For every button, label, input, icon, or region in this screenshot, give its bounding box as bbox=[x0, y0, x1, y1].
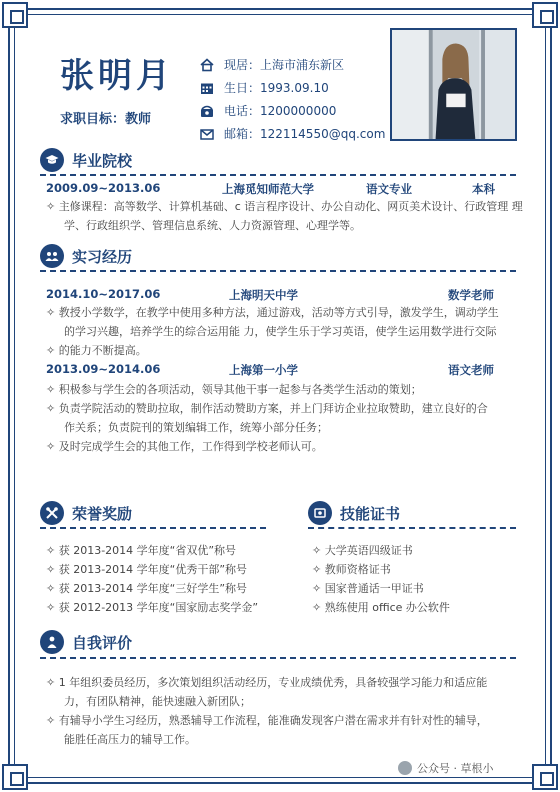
list-item: ✧ 获 2013-2014 学年度“省双优”称号 bbox=[46, 544, 237, 557]
section-divider bbox=[308, 527, 516, 529]
education-major: 语文专业 bbox=[366, 182, 412, 196]
phone-icon bbox=[200, 104, 214, 118]
home-icon bbox=[200, 58, 214, 72]
job1-period: 2014.10~2017.06 bbox=[46, 287, 161, 301]
group-icon bbox=[40, 244, 64, 268]
job2-period: 2013.09~2014.06 bbox=[46, 362, 161, 376]
job2-org: 上海第一小学 bbox=[229, 363, 298, 377]
job1-description: ✧ 教授小学数学，在教学中使用多种方法，通过游戏，活动等方式引导，激发学生，调动学生 的学习兴趣，培养学生的综合运用能 力，使学生乐于学习英语，使学生运用数学进行交际 ✧ 的能力不断提高。 bbox=[46, 306, 499, 357]
job-objective: 求职目标：教师 bbox=[60, 112, 152, 127]
job2-role: 语文老师 bbox=[448, 363, 494, 377]
job1-org: 上海明天中学 bbox=[229, 288, 298, 302]
mail-icon bbox=[200, 127, 214, 141]
contact-email: 邮箱：122114550@qq.com bbox=[200, 122, 385, 145]
education-degree: 本科 bbox=[472, 182, 495, 196]
section-honors-header: 荣誉奖励 bbox=[40, 501, 132, 525]
list-item: ✧ 获 2013-2014 学年度“三好学生”称号 bbox=[46, 582, 248, 595]
wechat-icon bbox=[398, 761, 412, 775]
section-skills-header: 技能证书 bbox=[308, 501, 400, 525]
certificate-icon bbox=[308, 501, 332, 525]
job2-description: ✧ 积极参与学生会的各项活动，领导其他干事一起参与各类学生活动的策划； ✧ 负责学院活动的赞助拉取，制作活动赞助方案，并上门拜访企业拉取赞助，建立良好的合 作关系；负责院刊的策划编辑工作，统筹小部分任务； ✧ 及时完成学生会的其他工作，工作得到学校老师认可。 bbox=[46, 383, 488, 453]
watermark: 公众号 · 草根小 bbox=[398, 760, 494, 776]
people-icon bbox=[40, 630, 64, 654]
section-education-header: 毕业院校 bbox=[40, 148, 132, 172]
section-divider bbox=[40, 657, 516, 659]
education-school: 上海觅知师范大学 bbox=[222, 182, 314, 196]
job1-role: 数学老师 bbox=[448, 288, 494, 302]
tools-icon bbox=[40, 501, 64, 525]
section-divider bbox=[40, 527, 266, 529]
honors-list bbox=[46, 541, 258, 617]
section-self-eval-header: 自我评价 bbox=[40, 630, 132, 654]
corner-ornament bbox=[2, 764, 28, 790]
education-period: 2009.09~2013.06 bbox=[46, 181, 161, 195]
list-item: ✧ 获 2012-2013 学年度“国家励志奖学金” bbox=[46, 601, 259, 614]
contact-info bbox=[200, 53, 385, 145]
corner-ornament bbox=[532, 2, 558, 28]
education-courses: ✧ 主修课程：高等数学、计算机基础、c 语言程序设计、办公自动化、网页美术设计、行政管理 理 学、行政组织学、管理信息系统、人力资源管理、心理学等。 bbox=[46, 200, 523, 232]
profile-photo bbox=[390, 28, 517, 141]
list-item: ✧ 国家普通话一甲证书 bbox=[312, 582, 424, 595]
contact-birthday: 生日：1993.09.10 bbox=[200, 76, 385, 99]
calendar-icon bbox=[200, 81, 214, 95]
list-item: ✧ 获 2013-2014 学年度“优秀干部”称号 bbox=[46, 563, 248, 576]
skills-list bbox=[312, 541, 450, 617]
list-item: ✧ 熟练使用 office 办公软件 bbox=[312, 601, 450, 614]
corner-ornament bbox=[2, 2, 28, 28]
list-item: ✧ 教师资格证书 bbox=[312, 563, 391, 576]
self-eval-text: ✧ 1 年组织委员经历，多次策划组织活动经历，专业成绩优秀，具备较强学习能力和适应能 力，有团队精神，能快速融入新团队； ✧ 有辅导小学生习经历，熟悉辅导工作流程，能准确发现客户潜在需求并有针对性的辅导， 能胜任高压力的辅导工作。 bbox=[46, 676, 488, 746]
corner-ornament bbox=[532, 764, 558, 790]
contact-phone: 电话：1200000000 bbox=[200, 99, 385, 122]
section-divider bbox=[40, 174, 516, 176]
section-internship-header: 实习经历 bbox=[40, 244, 132, 268]
list-item: ✧ 大学英语四级证书 bbox=[312, 544, 413, 557]
candidate-name: 张明月 bbox=[60, 56, 174, 96]
graduation-cap-icon bbox=[40, 148, 64, 172]
contact-address: 现居：上海市浦东新区 bbox=[200, 53, 385, 76]
section-divider bbox=[40, 270, 516, 272]
